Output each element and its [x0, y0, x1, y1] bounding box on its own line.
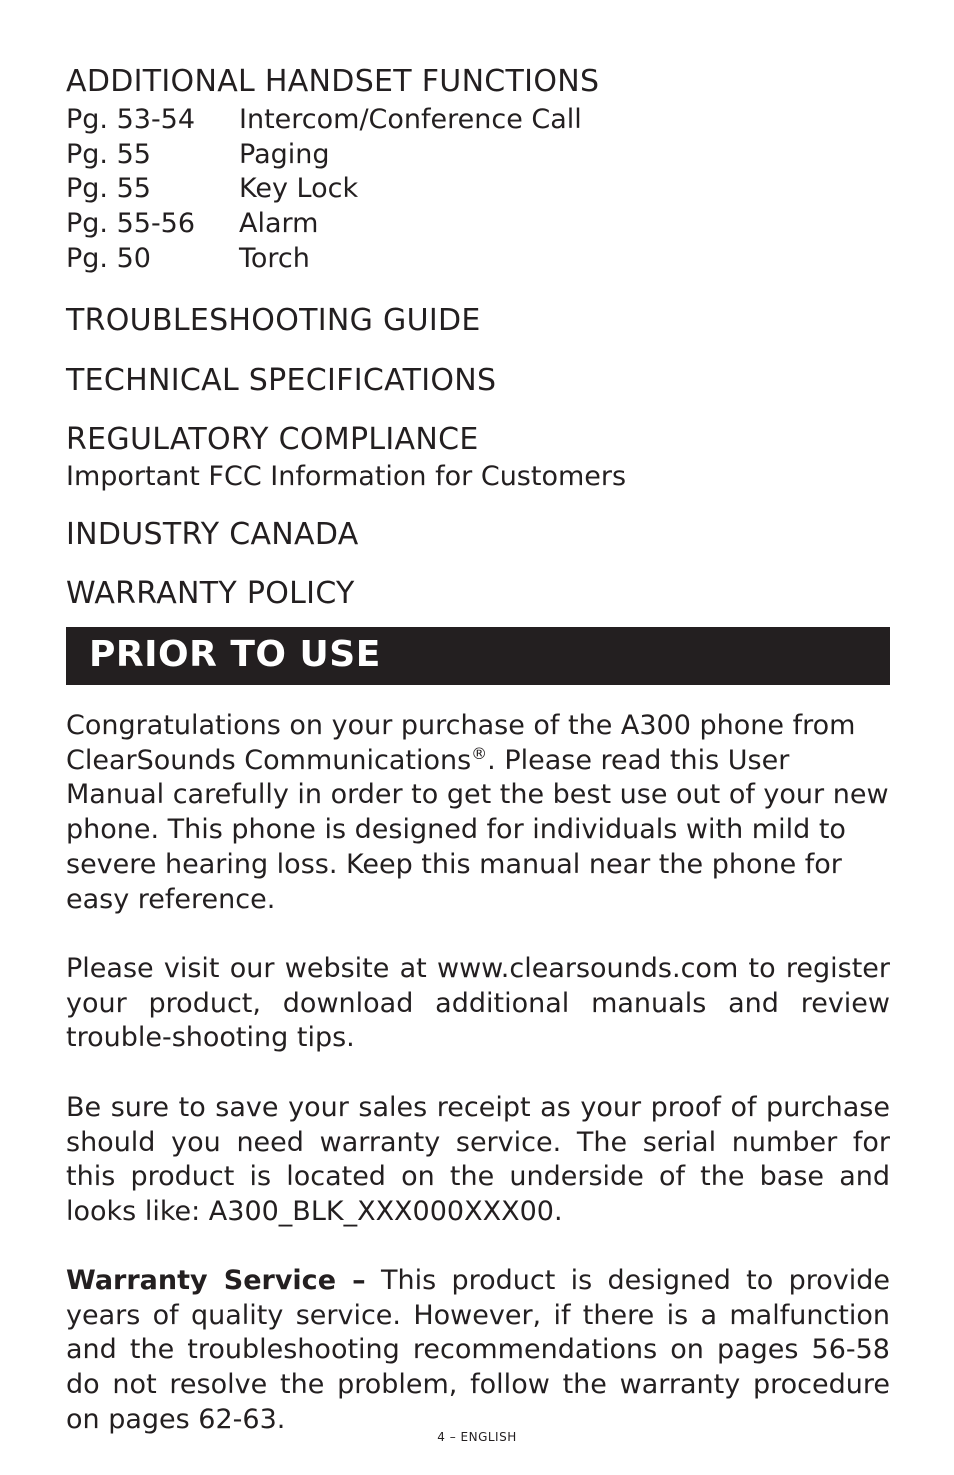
warranty-policy-heading: WARRANTY POLICY [66, 576, 355, 611]
prior-to-use-banner [66, 627, 890, 685]
toc-entry-page: Pg. 55 [66, 139, 151, 170]
registered-mark: ® [471, 743, 488, 763]
troubleshooting-guide-heading: TROUBLESHOOTING GUIDE [66, 303, 481, 338]
warranty-service-text: This product is designed to provide years of quality service. However, if there is a malfunction and the troubleshooting recommendations on pages 56-58 do not resolve the problem, follow the warranty procedure on pages 62-63. [66, 1265, 891, 1435]
intro-text-b: . Please read this User Manual carefully in order to get the best use out of your new phone. This phone is designed for individuals with mild to severe hearing loss. Keep this manual near the phone for easy reference. [66, 744, 889, 915]
toc-entry-page: Pg. 55 [66, 173, 151, 204]
warranty-service-label: Warranty Service – [66, 1265, 366, 1296]
regulatory-compliance-heading: REGULATORY COMPLIANCE [66, 422, 479, 457]
intro-text-a: Congratulations on your purchase of the A300 phone from ClearSounds Communications [66, 710, 856, 776]
regulatory-subheading: Important FCC Information for Customers [66, 461, 627, 492]
banner-title: PRIOR TO USE [89, 634, 381, 675]
toc-entry-page: Pg. 55-56 [66, 208, 196, 239]
page-footer: 4 – ENGLISH [437, 1430, 517, 1444]
toc-entry-page: Pg. 53-54 [66, 104, 196, 135]
website-paragraph: Please visit our website at www.clearsounds.com to register your product, download additional manuals and review trouble-shooting tips. [66, 953, 890, 1054]
toc-entry-title: Key Lock [239, 173, 359, 204]
additional-handset-functions-heading: ADDITIONAL HANDSET FUNCTIONS [66, 64, 600, 99]
receipt-paragraph: Be sure to save your sales receipt as your proof of purchase should you need warranty service. The serial number for this product is located on the underside of the base and looks like: A300_BLK_XXX000XXX00. [66, 1092, 890, 1228]
toc-entry-page: Pg. 50 [66, 243, 151, 274]
toc-entry-title: Paging [239, 139, 330, 170]
toc-entry-title: Torch [239, 243, 310, 274]
industry-canada-heading: INDUSTRY CANADA [66, 517, 359, 552]
toc-entry-title: Alarm [239, 208, 319, 239]
toc-entry-title: Intercom/Conference Call [239, 104, 582, 135]
warranty-service-paragraph [66, 1264, 890, 1438]
technical-specifications-heading: TECHNICAL SPECIFICATIONS [66, 363, 497, 398]
intro-paragraph [66, 709, 890, 917]
